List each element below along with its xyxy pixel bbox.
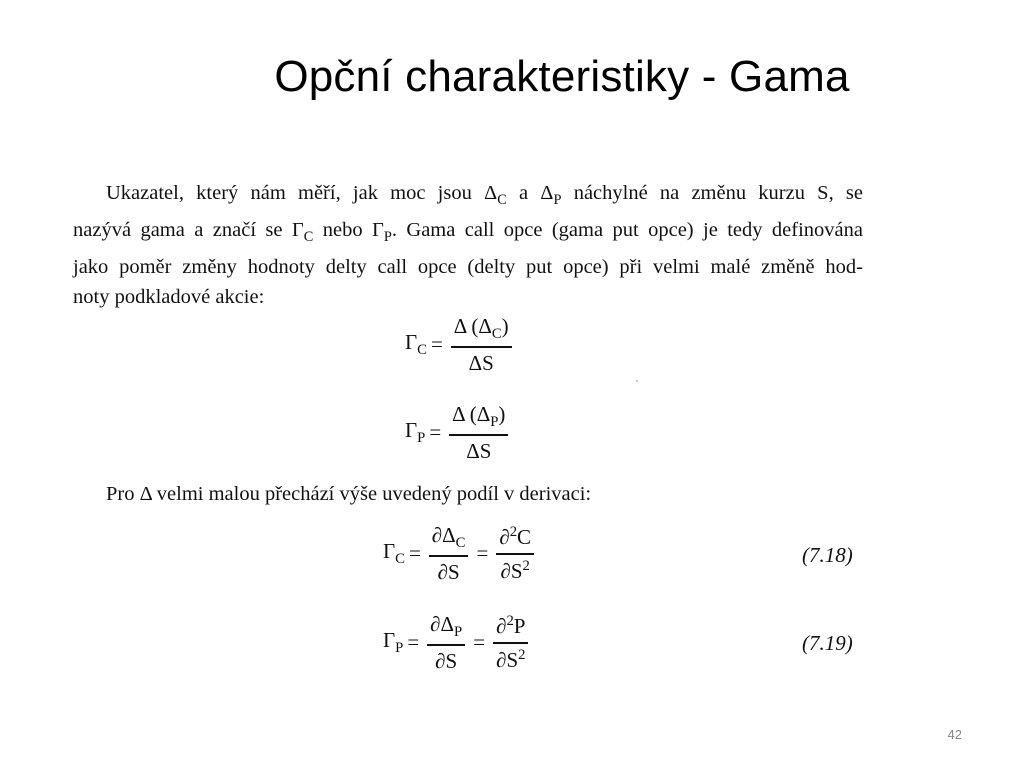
equation-gamma-call-delta: $\Gamma_C$ = $\frac{\Delta (\Delta_C)}{\Delta S}$ — [405, 314, 516, 376]
page-number: 42 — [947, 727, 962, 742]
paragraph-line-1: Ukazatel, který nám měří, jak moc jsou $\Delta_C$ a $\Delta_P$ náchylné na změnu kurzu S, se — [106, 182, 863, 209]
equation-number: (7.18) — [802, 543, 853, 567]
fraction: $\frac{\partial^2P}{\partial S^2}$ — [493, 613, 528, 673]
paragraph-line-4: noty podkladové akcie: — [73, 286, 265, 309]
fraction: $\frac{\Delta (\Delta_C)}{\Delta S}$ — [451, 314, 512, 376]
paragraph-line-2: nazývá gama a značí se $\Gamma_C$ nebo $\Gamma_P$. Gama call opce (gama put opce) je tedy definována — [73, 219, 863, 246]
fraction: $\frac{\partial\Delta_C}{\partial S}$ — [429, 523, 469, 585]
fraction: $\frac{\Delta (\Delta_P)}{\Delta S}$ — [449, 402, 508, 464]
equation-gamma-put-delta: $\Gamma_P$ = $\frac{\Delta (\Delta_P)}{\Delta S}$ — [405, 402, 512, 464]
equation-number: (7.19) — [802, 631, 853, 655]
equation-gamma-put-derivative: $\Gamma_P$ = $\frac{\partial\Delta_P}{\partial S}$ = $\frac{\partial^2P}{\partial S^2}$ — [383, 612, 532, 674]
paragraph-line-3: jako poměr změny hodnoty delty call opce (delty put opce) při velmi malé změně hod- — [73, 256, 863, 279]
fraction: $\frac{\partial^2C}{\partial S^2}$ — [496, 524, 534, 584]
derivative-intro-line: Pro Δ velmi malou přechází výše uvedený podíl v derivaci: — [106, 483, 592, 505]
fraction: $\frac{\partial\Delta_P}{\partial S}$ — [427, 612, 465, 674]
equation-gamma-call-derivative: $\Gamma_C$ = $\frac{\partial\Delta_C}{\partial S}$ = $\frac{\partial^2C}{\partial S^2}$ — [383, 523, 538, 585]
scan-speck — [636, 380, 638, 382]
slide-title: Opční charakteristiky - Gama — [274, 52, 850, 101]
definition-paragraph — [73, 178, 863, 312]
